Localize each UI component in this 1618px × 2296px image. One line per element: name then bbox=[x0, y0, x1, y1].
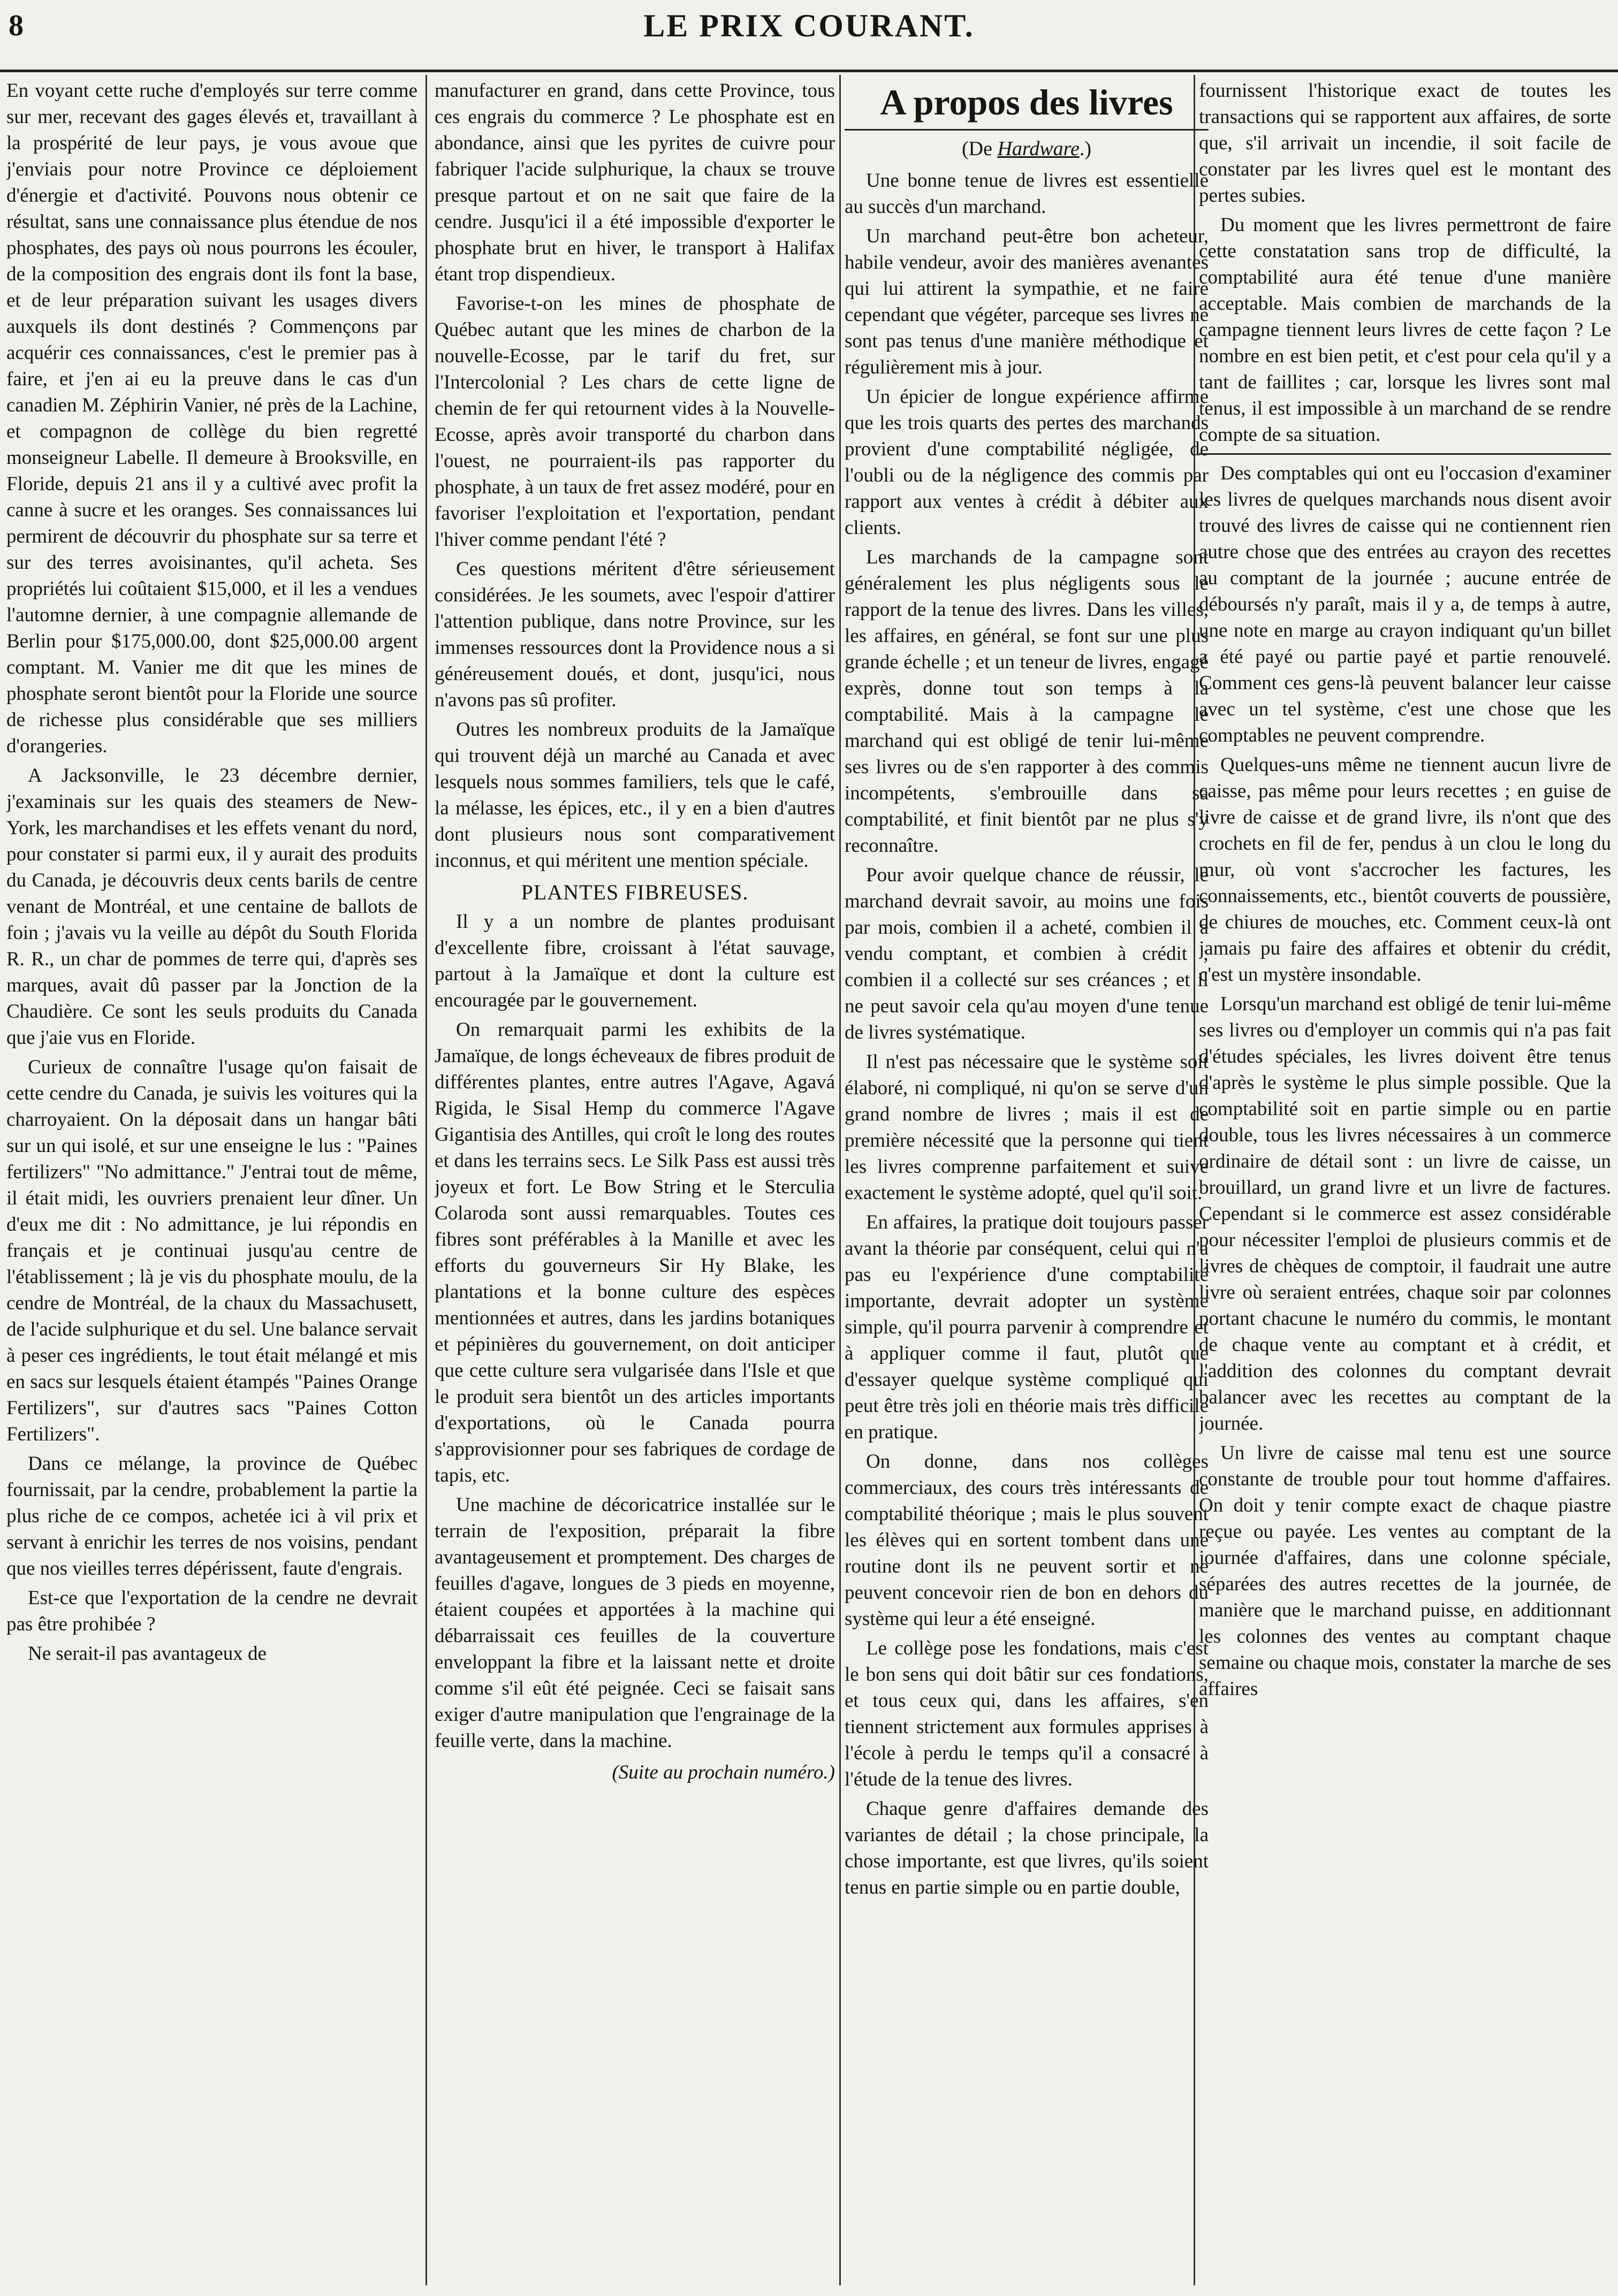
column-3 bbox=[845, 78, 1209, 2280]
paragraph: Une machine de décoricatrice installée sur le terrain de l'exposition, préparait la fibre avantageusement et promptement. Des charges de feuilles d'agave, longues de 3 pieds en moyenne, étaient coupées et apportées à la machine qui débarraissait ces feuilles de la couverture enveloppant la fibre et la laissant nette et droite comme s'il eût été peignée. Ceci se faisait sans exiger d'autre manipulation que l'engrainage de la feuille verte, dans la machine. bbox=[435, 1494, 835, 1752]
paragraph: En voyant cette ruche d'employés sur terre comme sur mer, recevant des gages élevés et, travaillant à la prospérité de leur pays, je vous avoue que j'enviais pour notre Province ce déploiement d'énergie et d'activité. Pouvons nous obtenir ce résultat, sans une connaissance plus étendue de nos phosphates, des pays où nous pourrons les écouler, de la composition des engrais dont ils font la base, et de leur préparation suivant les usages divers auxquels ils dont destinés ? Commençons par acquérir ces connaissances, c'est le premier pas à faire, et j'en ai eu la preuve dans le cas d'un canadien M. Zéphirin Vanier, né près de la Lachine, et compagnon de collège du bien regretté monseigneur Labelle. Il demeure à Brooksville, en Floride, depuis 21 ans il y a cultivé avec profit la canne à sucre et les oranges. Ses connaissances lui permirent de découvrir du phosphate sur sa terre et sur des terres avoisinantes, qu'il acheta. Ses propriétés lui coûtaient $15,000, et il les a vendues l'automne dernier, à une compagnie allemande de Berlin pour $175,000.00, dont $25,000.00 argent comptant. M. Vanier me dit que les mines de phosphate seront bientôt pour la Floride une source de richesse plus considérable que ses milliers d'orangeries. bbox=[6, 80, 417, 757]
page-header bbox=[0, 0, 1618, 72]
paragraph: En affaires, la pratique doit toujours passer avant la théorie par conséquent, celui qui n'a pas eu l'expérience d'une comptabilité importante, devrait adopter un système simple, qu'il pourra parvenir à comprendre et à appliquer comme il faut, plutôt que d'essayer quelque système compliqué qui peut être très joli en théorie mais très difficile en pratique. bbox=[845, 1211, 1209, 1443]
column-divider bbox=[426, 75, 427, 2285]
paragraph: manufacturer en grand, dans cette Province, tous ces engrais du commerce ? Le phosphate est en abondance, ainsi que les pyrites de cuivre pour fabriquer l'acide sulphurique, la chaux se trouve presque partout et on ne sait que faire de la cendre. Jusqu'ici il a été impossible d'exporter le phosphate brut en hiver, le transport à Halifax étant trop dispendieux. bbox=[435, 80, 835, 285]
paragraph: Curieux de connaître l'usage qu'on faisait de cette cendre du Canada, je suivis les voitures qui la charroyaient. On la déposait dans un hangar bâti sur un qui isolé, et sur une enseigne le lus : "Paines fertilizers" "No admittance." J'entrai tout de même, il était midi, les ouvriers prenaient leur dîner. Un d'eux me dit : No admittance, je lui répondis en français et je continuai jusqu'au centre de l'établissement ; là je vis du phosphate moulu, de la cendre de Montréal, de la chaux du Massachusett, de l'acide sulphurique et du sel. Une balance servait à peser ces ingrédients, le tout était mélangé et mis en sacs sur lesquels étaient étampés "Paines Orange Fertilizers", sur d'autres sacs "Paines Cotton Fertilizers". bbox=[6, 1056, 417, 1445]
paragraph: Chaque genre d'affaires demande des variantes de détail ; la chose principale, la chose importante, est que livres, qu'ils soient tenus en partie simple ou en partie double, bbox=[845, 1798, 1209, 1898]
column-4 bbox=[1199, 78, 1611, 2280]
paragraph: Une bonne tenue de livres est essentielle au succès d'un marchand. bbox=[845, 170, 1209, 218]
paragraph: Favorise-t-on les mines de phosphate de Québec autant que les mines de charbon de la nouvelle-Ecosse, par le tarif du fret, sur l'Intercolonial ? Les chars de cette ligne de chemin de fer qui retournent vides à la Nouvelle-Ecosse, après avoir transporté du charbon dans l'ouest, ne pourraient-ils pas rapporter du phosphate, à un taux de fret assez modéré, pour en favoriser l'exploitation et l'exportation, pendant l'hiver comme pendant l'été ? bbox=[435, 293, 835, 551]
source-prefix: (De bbox=[961, 138, 998, 160]
column-1 bbox=[6, 78, 417, 2280]
paragraph: Dans ce mélange, la province de Québec fournissait, par la cendre, probablement la partie la plus riche de ce compos, achetée ici à vil prix et servant à enrichir les terres de nos voisins, pendant que nos vieilles terres dépérissent, faute d'engrais. bbox=[6, 1453, 417, 1580]
column-2 bbox=[435, 78, 835, 2280]
source-suffix: .) bbox=[1079, 138, 1092, 160]
paragraph: Lorsqu'un marchand est obligé de tenir lui-même ses livres ou d'employer un commis qui n'a pas fait d'études spéciales, les livres doivent être tenus d'après le système le plus simple possible. Que la comptabilité soit en partie simple ou en partie double, tous les livres nécessaires à un commerce ordinaire de détail sont : un livre de caisse, un brouillard, un grand livre et un livre de factures. Cependant si le commerce est assez considérable pour nécessiter l'emploi de plusieurs commis et de livres de chèques de comptoir, il faudrait une autre livre où seraient entrées, chaque soir par colonnes portant chacune le numéro du commis, le montant de chaque vente au comptant et à crédit, et l'addition des colonnes du comptant devrait balancer avec les recettes au comptant de la journée. bbox=[1199, 993, 1611, 1435]
paragraph: Du moment que les livres permettront de faire cette constatation sans trop de difficulté, la comptabilité aura été tenue d'une manière acceptable. Mais combien de marchands de la campagne tiennent leurs livres de cette façon ? Le nombre en est bien petit, et c'est pour cela qu'il y a tant de faillites ; car, lorsque les livres sont mal tenus, il est impossible à un marchand de se rendre compte de sa situation. bbox=[1199, 214, 1611, 446]
paragraph: fournissent l'historique exact de toutes les transactions qui se rapportent aux affaires, de sorte que, s'il arrivait un incendie, il soit facile de constater par les livres quel est le montant des pertes subies. bbox=[1199, 80, 1611, 207]
paragraph: Ces questions méritent d'être sérieusement considérées. Je les soumets, avec l'espoir d'attirer l'attention publique, dans notre Province, sur les immenses ressources dont la Providence nous a si généreusement doués, et dont, jusqu'ici, nous n'avons pas sû profiter. bbox=[435, 558, 835, 711]
paragraph: Les marchands de la campagne sont généralement les plus négligents sous le rapport de la tenue des livres. Dans les villes, les affaires, en général, se font sur une plus grande échelle ; et un teneur de livres, engagé exprès, donne tout son temps à la comptabilité. Mais à la campagne le marchand qui est obligé de tenir lui-même ses livres ou de s'en rapporter à des commis incompétents, s'embrouille dans sa comptabilité, et finit bientôt par ne plus s'y reconnaître. bbox=[845, 546, 1209, 857]
paragraph: Il y a un nombre de plantes produisant d'excellente fibre, croissant à l'état sauvage, partout à la Jamaïque et dont la culture est encouragée par le gouvernement. bbox=[435, 911, 835, 1011]
paragraph: Le collège pose les fondations, mais c'est le bon sens qui doit bâtir sur ces fondations, et tous ceux qui, dans les affaires, s'en tiennent strictement aux formules apprises à l'école à perdu le temps qu'il a consacré à l'étude de la tenue des livres. bbox=[845, 1637, 1209, 1790]
column-divider bbox=[839, 75, 841, 2285]
paragraph: On donne, dans nos collèges commerciaux, des cours très intéressants de comptabilité théorique ; mais le plus souvent les élèves qui en sortent tombent dans une routine dont ils ne peuvent sortir et ne peuvent concevoir rien de bon en dehors du système qui leur a été enseigné. bbox=[845, 1451, 1209, 1630]
article-title: A propos des livres bbox=[845, 80, 1209, 131]
paragraph: Un marchand peut-être bon acheteur, habile vendeur, avoir des manières avenantes qui lui attirent la sympathie, et ne faire cependant que végéter, parceque ses livres ne sont pas tenus d'une manière méthodique et régulièrement mis à jour. bbox=[845, 225, 1209, 378]
paragraph: Quelques-uns même ne tiennent aucun livre de caisse, pas même pour leurs recettes ; en guise de livre de caisse et de grand livre, ils n'ont que des crochets en fil de fer, pendus à un clou le long du mur, où vont s'accrocher les factures, les connaissements, etc., bientôt couverts de poussière, de chiures de mouches, etc. Comment ceux-là ont jamais pu faire des affaires et obtenir du crédit, c'est un mystère insondable. bbox=[1199, 754, 1611, 986]
paragraph: Un épicier de longue expérience affirme que les trois quarts des pertes des marchands provient d'une comptabilité négligée, de l'oubli ou de la négligence des commis par rapport aux ventes à crédit à débiter aux clients. bbox=[845, 386, 1209, 539]
article-source bbox=[845, 136, 1209, 162]
paragraph: Un livre de caisse mal tenu est une source constante de trouble pour tout homme d'affaires. On doit y tenir compte exact de chaque piastre reçue ou payée. Les ventes au comptant de la journée d'affaires, dans une colonne spéciale, séparées des autres recettes de la journée, de manière que le marchand puisse, en additionnant les colonnes des ventes au comptant chaque semaine ou chaque mois, constater la marche de ses affaires bbox=[1199, 1442, 1611, 1700]
paragraph: Pour avoir quelque chance de réussir, le marchand devrait savoir, au moins une fois par mois, combien il a acheté, combien il a vendu comptant, et combien à crédit ; combien il a collecté sur ses créances ; et il ne peut savoir cela qu'au moyen d'une tenue de livres systématique. bbox=[845, 864, 1209, 1043]
page-number: 8 bbox=[9, 9, 24, 42]
paragraph: Est-ce que l'exportation de la cendre ne devrait pas être prohibée ? bbox=[6, 1587, 417, 1635]
section-heading: PLANTES FIBREUSES. bbox=[521, 880, 749, 904]
source-name: Hardware bbox=[997, 138, 1080, 160]
paragraph: A Jacksonville, le 23 décembre dernier, j'examinais sur les quais des steamers de New-York, les marchandises et les effets venant du nord, pour constater si parmi eux, il y aurait des produits du Canada, je découvris deux cents barils de centre venant de Montréal, et une centaine de ballots de foin ; j'avais vu la veille au dépôt du South Florida R. R., un char de pommes de terre qui, d'après ses marques, avait dû passer par la Jonction de la Chaudière. Ce sont les seuls produits du Canada que j'aie vus en Floride. bbox=[6, 765, 417, 1049]
paragraph: On remarquait parmi les exhibits de la Jamaïque, de longs écheveaux de fibres produit de différentes plantes, entre autres l'Agave, Agavá Rigida, le Sisal Hemp du commerce l'Agave Gigantisia des Antilles, qui croît le long des routes et dans les terrains secs. Le Silk Pass est aussi très joyeux et fort. Le Bow String et le Sterculia Colaroda sont aussi remarquables. Toutes ces fibres sont préférables à la Manille et avec les efforts du gouverneurs Sir Hy Blake, les plantations et la bonne culture des espèces mentionnées et autres, dans les jardins botaniques et pépinières du gouvernement, on doit anticiper que cette culture sera vulgarisée dans l'Isle et que le produit sera bientôt un des articles importants d'exportations, où le Canada pourra s'approvisionner pour ses fabriques de cordage de tapis, etc. bbox=[435, 1019, 835, 1486]
masthead: LE PRIX COURANT. bbox=[643, 8, 975, 43]
paragraph: Il n'est pas nécessaire que le système soit élaboré, ni compliqué, ni qu'on se serve d'un grand nombre de livres ; mais il est de première nécessité que la personne qui tient les livres comprenne parfaitement et suive exactement le système adopté, quel qu'il soit. bbox=[845, 1051, 1209, 1204]
paragraph: Ne serait-il pas avantageux de bbox=[28, 1643, 267, 1665]
continuation-note: (Suite au prochain numéro.) bbox=[612, 1761, 835, 1783]
paragraph: Outres les nombreux produits de la Jamaïque qui trouvent déjà un marché au Canada et avec lesquels nous sommes familiers, tels que le café, la mélasse, les épices, etc., il y en a bien d'autres dont plusieurs nous sont comparativement inconnus, et qui méritent une mention spéciale. bbox=[435, 719, 835, 872]
section-divider bbox=[1199, 453, 1611, 455]
paragraph: Des comptables qui ont eu l'occasion d'examiner les livres de quelques marchands nous disent avoir trouvé des livres de caisse qui ne contiennent rien autre chose que des entrées au crayon des recettes au comptant de la journée ; aucune entrée de déboursés n'y paraît, mais il y a, de temps à autre, une note en marge au crayon indiquant qu'un billet a été payé ou partie payé et partie renouvelé. Comment ces gens-là peuvent balancer leur caisse avec un tel système, c'est une chose que les comptables ne peuvent comprendre. bbox=[1199, 462, 1611, 746]
